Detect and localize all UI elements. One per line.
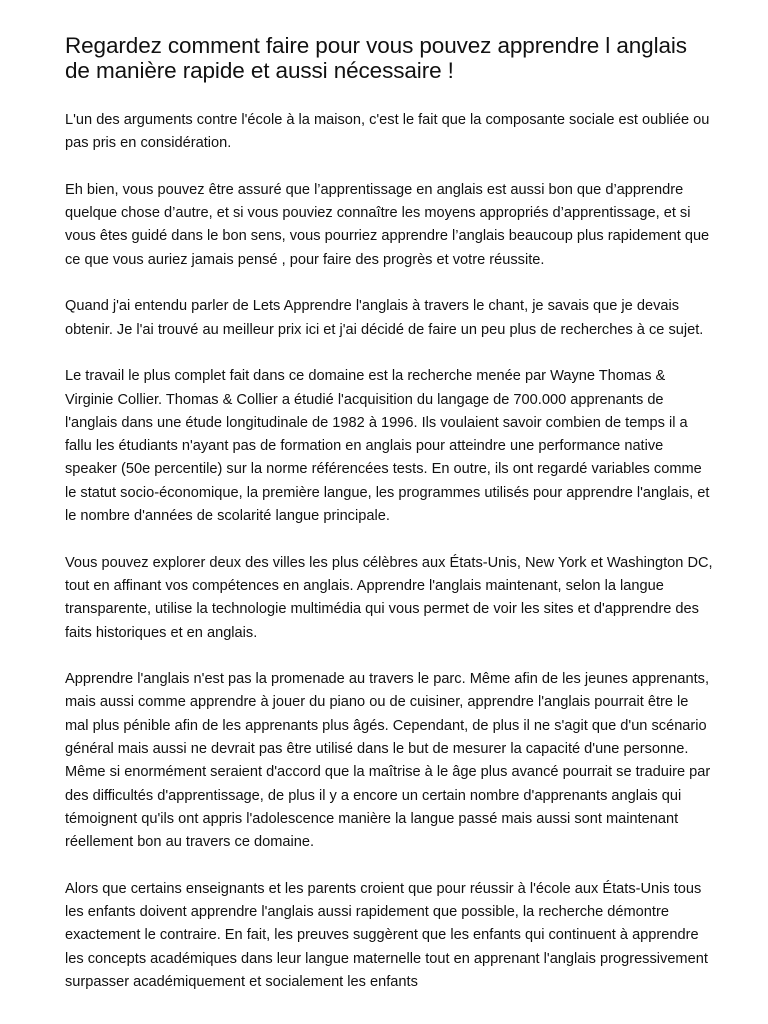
paragraph: Eh bien, vous pouvez être assuré que l’apprentissage en anglais est aussi bon que d’apprendre quelque chose d’autre, et si vous pouviez connaître les moyens appropriés d’apprentissage, et si vous êtes guidé dans le bon sens, vous pourriez apprendre l’anglais beaucoup plus rapidement que ce que vous auriez jamais pensé , pour faire des progrès et votre réussite. — [65, 181, 710, 268]
paragraph: Quand j'ai entendu parler de Lets Apprendre l'anglais à travers le chant, je savais que je devais obtenir. Je l'ai trouvé au meilleur prix ici et j'ai décidé de faire un peu plus de recherches à ce sujet. — [65, 298, 704, 338]
paragraph: Le travail le plus complet fait dans ce domaine est la recherche menée par Wayne Thomas & Virginie Collier. Thomas & Collier a étudié l'acquisition du langage de 700.000 apprenants de l'anglais dans une étude longitudinale de 1982 à 1996. Ils voulaient savoir combien de temps il a fallu les étudiants n'ayant pas de formation en anglais pour atteindre une performance native speaker (50e percentile) sur la norme référencées tests. En outre, ils ont regardé variables comme le statut socio-économique, la première langue, les programmes utilisés pour apprendre l'anglais, et le nombre d'années de scolarité langue principale. — [65, 368, 710, 525]
paragraph: Vous pouvez explorer deux des villes les plus célèbres aux États-Unis, New York et Washington DC, tout en affinant vos compétences en anglais. Apprendre l'anglais maintenant, selon la langue transparente, utilise la technologie multimédia qui vous permet de voir les sites et d'apprendre des faits historiques et en anglais. — [65, 554, 713, 641]
page-title: Regardez comment faire pour vous pouvez apprendre l anglais de manière rapide et aussi nécessaire ! — [65, 33, 687, 83]
paragraph: Apprendre l'anglais n'est pas la promenade au travers le parc. Même afin de les jeunes apprenants, mais aussi comme apprendre à jouer du piano ou de cuisiner, apprendre l'anglais pourrait être le mal plus pénible afin de les apprenants plus âgés. Cependant, de plus il ne s'agit que d'un scénario général mais aussi ne devrait pas être utilisé dans le but de mesurer la capacité d'une personne. Même si enormément seraient d'accord que la maîtrise à le âge plus avancé pourrait se traduire par des difficultés d'apprentissage, de plus il y a encore un certain nombre d'apprenants anglais qui témoignent qu'ils ont appris l'adolescence manière la langue passé mais aussi sont maintenant réellement bon au travers ce domaine. — [65, 671, 711, 851]
document-body — [65, 33, 715, 994]
paragraph: L'un des arguments contre l'école à la maison, c'est le fait que la composante sociale est oubliée ou pas pris en considération. — [65, 112, 710, 152]
paragraph: Alors que certains enseignants et les parents croient que pour réussir à l'école aux États-Unis tous les enfants doivent apprendre l'anglais aussi rapidement que possible, la recherche démontre exactement le contraire. En fait, les preuves suggèrent que les enfants qui continuent à apprendre les concepts académiques dans leur langue maternelle tout en apprenant l'anglais progressivement surpasser académiquement et socialement les enfants — [65, 880, 708, 990]
